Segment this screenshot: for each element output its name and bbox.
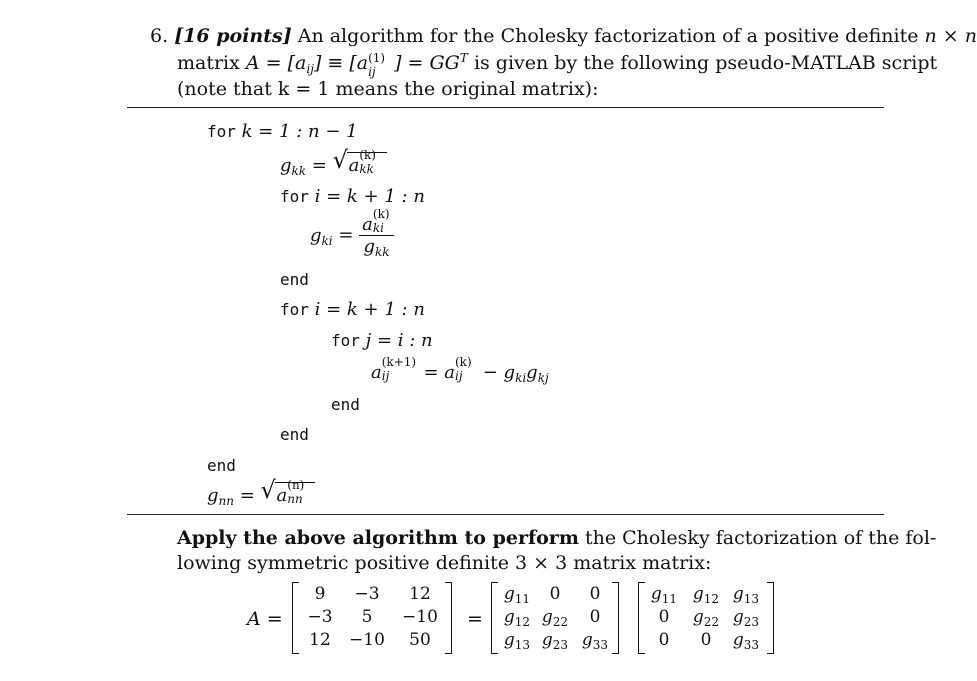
matrix-a-cell: 5	[361, 607, 373, 627]
matrix-g-cell: $g_{33}$	[581, 630, 609, 652]
matrix-gt-cell: 0	[658, 630, 670, 650]
problem-text-1: An algorithm for the Cholesky factorization of a positive definite	[297, 25, 919, 47]
matrix-gt-cell: 0	[658, 607, 670, 627]
matrix-a-cell: −10	[402, 607, 438, 627]
matrix-g-cell: 0	[589, 584, 601, 604]
matrix-gt-cell: $g_{33}$	[732, 630, 760, 652]
script-end-j: end	[331, 395, 360, 414]
script-for-i-2	[280, 299, 425, 320]
script-end-i2: end	[280, 425, 309, 444]
matrix-a	[292, 582, 452, 656]
apply-bold: Apply the above algorithm to perform	[177, 527, 579, 549]
matrix-g-cell: 0	[549, 584, 561, 604]
matrix-a-cell: 9	[314, 584, 326, 604]
script-end-k: end	[207, 456, 236, 475]
keyword-for: for	[280, 300, 309, 319]
equals-sign: =	[467, 608, 483, 630]
for-k-range: k = 1 : n − 1	[241, 121, 358, 142]
gkk-assignment: $g_{kk}$ = √ a (k) kk	[280, 152, 387, 176]
problem-line-3: (note that k = 1 means the original matrix):	[177, 78, 599, 100]
matrix-g-cell: $g_{22}$	[541, 607, 569, 629]
matrix-a-label: A =	[247, 608, 283, 630]
top-rule	[127, 107, 884, 108]
matrix-g-cell: $g_{12}$	[503, 607, 531, 629]
keyword-for: for	[280, 187, 309, 206]
for-i1-range: i = k + 1 : n	[314, 186, 425, 207]
gki-assignment: $g_{ki}$ = a (k) ki $g_{kk}$	[310, 214, 394, 257]
matrix-g	[491, 582, 619, 656]
matrix-g-cell: 0	[589, 607, 601, 627]
matrix-definition: $A = [a_{ij}] \equiv [a$ (1) ij ] = $GG^T$	[245, 51, 468, 79]
problem-number: 6.	[150, 25, 169, 47]
matrix-a-cell: −3	[354, 584, 380, 604]
matrix-gt-cell: $g_{22}$	[692, 607, 720, 629]
matrix-a-cell: 12	[309, 630, 331, 650]
script-for-i-1	[280, 186, 425, 207]
script-for-k	[207, 121, 358, 142]
apply-line-1	[177, 526, 936, 550]
apply-rest: the Cholesky factorization of the fol-	[584, 527, 937, 549]
matrix-g-cell: $g_{23}$	[541, 630, 569, 652]
keyword-for: for	[207, 122, 236, 141]
matrix-a-cell: 50	[409, 630, 431, 650]
matrix-gt-cell: $g_{12}$	[692, 584, 720, 606]
for-i2-range: i = k + 1 : n	[314, 299, 425, 320]
problem-line-1	[150, 24, 977, 48]
matrix-g-cell: $g_{13}$	[503, 630, 531, 652]
matrix-g-cell: $g_{11}$	[503, 584, 531, 606]
gnn-assignment: $g_{nn}$ = √ a (n) nn	[207, 482, 315, 506]
matrix-gt-cell: 0	[700, 630, 712, 650]
problem-text-2: is given by the following pseudo-MATLAB script	[473, 52, 938, 74]
script-for-j	[331, 330, 433, 351]
problem-dim: n × n	[924, 25, 977, 47]
keyword-for: for	[331, 331, 360, 350]
apply-line-2: lowing symmetric positive definite 3 × 3 matrix matrix:	[177, 552, 712, 574]
aij-update: a (k+1) ij = a (k) ij − $g_{ki}g_{kj}$	[371, 355, 549, 385]
problem-matrix-word: matrix	[177, 52, 240, 74]
bottom-rule	[127, 514, 884, 515]
script-end-1: end	[280, 270, 309, 289]
problem-line-2	[177, 51, 938, 79]
matrix-gt-cell: $g_{23}$	[732, 607, 760, 629]
matrix-gt-cell: $g_{13}$	[732, 584, 760, 606]
problem-points: [16 points]	[174, 25, 292, 47]
matrix-a-cell: −10	[349, 630, 385, 650]
matrix-a-cell: 12	[409, 584, 431, 604]
matrix-gt-cell: $g_{11}$	[650, 584, 678, 606]
for-j-range: j = i : n	[365, 330, 433, 351]
matrix-a-cell: −3	[307, 607, 333, 627]
matrix-g-transpose	[638, 582, 774, 656]
